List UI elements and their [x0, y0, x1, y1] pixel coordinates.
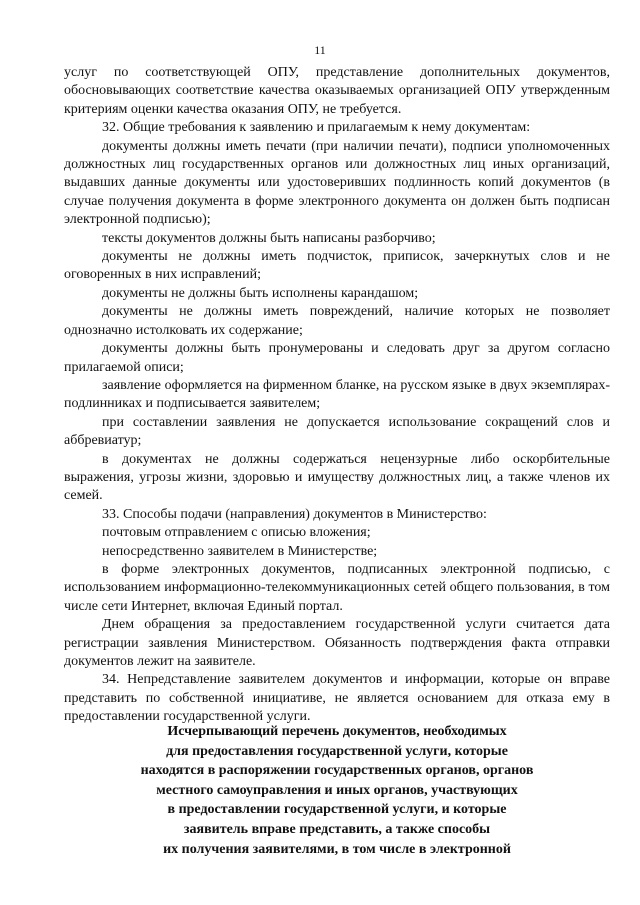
paragraph-no-pencil: документы не должны быть исполнены карандашом; [102, 285, 419, 301]
paragraph-no-obscene: в документах не должны содержаться нецензурные либо оскорбительные выражения, угрозы жизни, здоровью и имуществу должностных лиц, а также членов их семей. [64, 451, 610, 504]
heading-line: Исчерпывающий перечень документов, необходимых [167, 724, 507, 739]
heading-line: заявитель вправе представить, а также способы [183, 821, 491, 837]
paragraph-32-title: 32. Общие требования к заявлению и прилагаемым к нему документам: [102, 120, 531, 136]
paragraph-letterhead: заявление оформляется на фирменном бланке, на русском языке в двух экземплярах-подлинниках и подписывается заявителем; [64, 377, 610, 412]
heading-line: находятся в распоряжении государственных органов, органов [140, 763, 534, 779]
paragraph-application-date: Днем обращения за предоставлением государственной услуги считается дата регистрации заявления Министерством. Обязанность подтверждения факта отправки документов лежит на заявителе. [64, 617, 610, 669]
paragraph-numbered: документы должны быть пронумерованы и следовать друг за другом согласно прилагаемой описи; [64, 341, 610, 375]
paragraph-electronic: в форме электронных документов, подписанных электронной подписью, с использованием информационно-телекоммуникационных сетей общего пользования, в том числе сети Интернет, включая Единый портал. [64, 561, 610, 614]
paragraph-in-person: непосредственно заявителем в Министерстве; [102, 543, 378, 559]
paragraph-seals: документы должны иметь печати (при наличии печати), подписи уполномоченных должностных лиц государственных органов или должностных лиц иных организаций, выдавших данные документы или удостоверивших подлинность копий документов (в случае получения документа в форме электронного документа он должен быть подписан электронной подписью); [64, 138, 610, 228]
paragraph-no-damage: документы не должны иметь повреждений, наличие которых не позволяет однозначно истолковать их содержание; [64, 304, 610, 338]
paragraph-no-erasures: документы не должны иметь подчисток, приписок, зачеркнутых слов и не оговоренных в них исправлений; [64, 249, 610, 283]
paragraph-33-title: 33. Способы подачи (направления) документов в Министерство: [102, 506, 487, 522]
section-heading [64, 722, 610, 859]
paragraph-legible: тексты документов должны быть написаны разборчиво; [102, 230, 436, 246]
paragraph-by-mail: почтовым отправлением с описью вложения; [102, 525, 371, 541]
paragraph-continuation: услуг по соответствующей ОПУ, представление дополнительных документов, обосновывающих соответствие качества оказываемых организацией ОПУ утвержденным критериям оценки качества оказания ОПУ, не требуется. [64, 65, 610, 117]
document-body [64, 64, 610, 727]
paragraph-34: 34. Непредставление заявителем документов и информации, которые он вправе представить по собственной инициативе, не является основанием для отказа ему в предоставлении государственной услуги. [64, 672, 610, 725]
heading-line: местного самоуправления и иных органов, участвующих [156, 782, 518, 798]
heading-line: в предоставлении государственной услуги, и которые [167, 802, 507, 818]
paragraph-no-abbreviations: при составлении заявления не допускается использование сокращений слов и аббревиатур; [64, 414, 610, 449]
page-number: 11 [314, 43, 326, 57]
heading-line: для предоставления государственной услуги, которые [166, 743, 508, 759]
heading-line: их получения заявителями, в том числе в электронной [163, 841, 511, 857]
